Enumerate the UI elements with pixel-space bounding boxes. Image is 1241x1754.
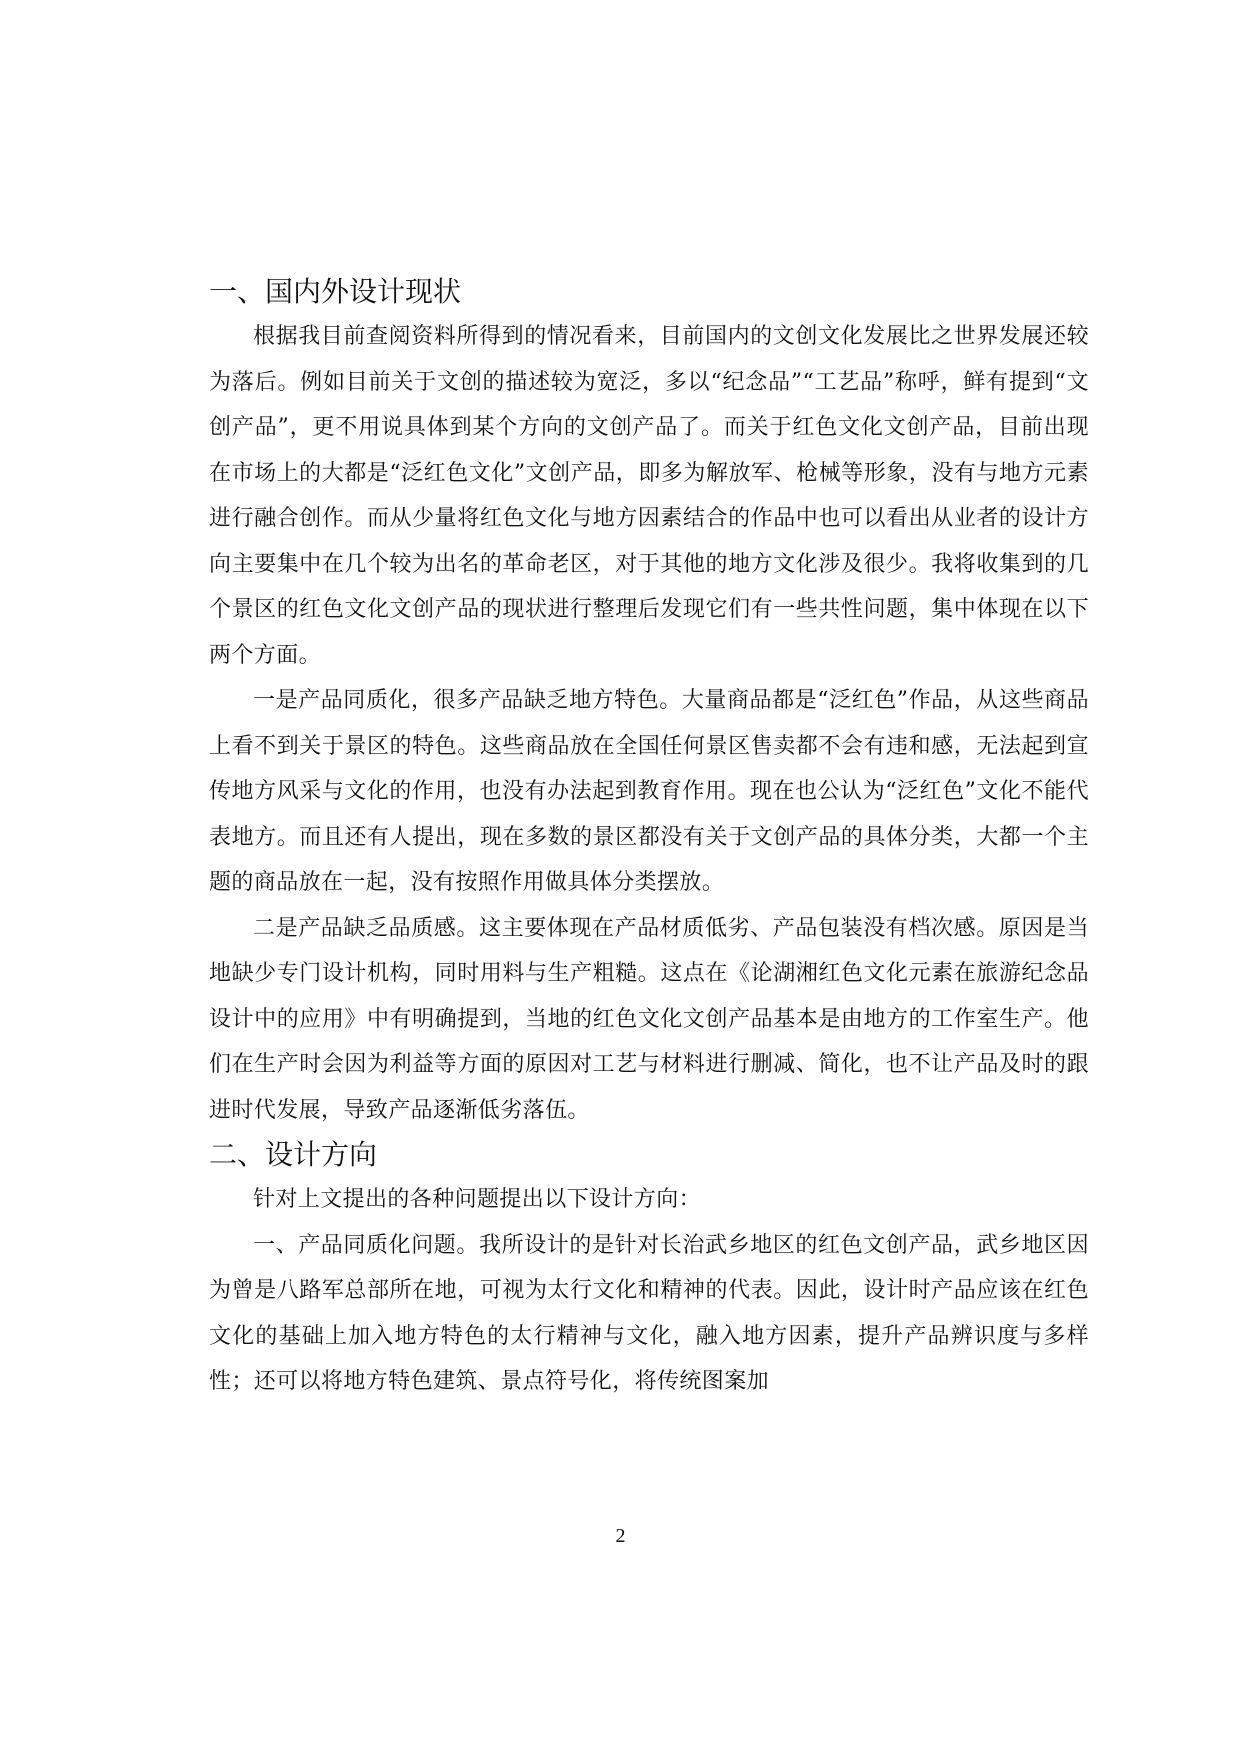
paragraph-quality-issue: 二是产品缺乏品质感。这主要体现在产品材质低劣、产品包装没有档次感。原因是当地缺少专门设计机构，同时用料与生产粗糙。这点在《论湖湘红色文化元素在旅游纪念品设计中的应用》中有明确提到，当地的红色文化文创产品基本是由地方的工作室生产。他们在生产时会因为利益等方面的原因对工艺与材料进行删减、简化，也不让产品及时的跟进时代发展，导致产品逐渐低劣落伍。 [209, 915, 1089, 1123]
section-heading-domestic-status: 一、国内外设计现状 [209, 275, 462, 308]
paragraph-homogenization-solution: 一、产品同质化问题。我所设计的是针对长治武乡地区的红色文创产品，武乡地区因为曾是八路军总部所在地，可视为太行文化和精神的代表。因此，设计时产品应该在红色文化的基础上加入地方特色的太行精神与文化，融入地方因素，提升产品辨识度与多样性；还可以将地方特色建筑、景点符号化，将传统图案加 [209, 1232, 1089, 1394]
section-heading-design-direction: 二、设计方向 [209, 1138, 378, 1171]
page-content [209, 270, 1089, 1405]
page-number: 2 [615, 1525, 626, 1547]
paragraph-homogenization-issue: 一是产品同质化，很多产品缺乏地方特色。大量商品都是“泛红色”作品，从这些商品上看不到关于景区的特色。这些商品放在全国任何景区售卖都不会有违和感，无法起到宣传地方风采与文化的作用，也没有办法起到教育作用。现在也公认为“泛红色”文化不能代表地方。而且还有人提出，现在多数的景区都没有关于文创产品的具体分类，大都一个主题的商品放在一起，没有按照作用做具体分类摆放。 [209, 688, 1089, 895]
paragraph-design-direction-intro: 针对上文提出的各种问题提出以下设计方向： [253, 1187, 702, 1212]
paragraph-research-overview: 根据我目前查阅资料所得到的情况看来，目前国内的文创文化发展比之世界发展还较为落后。例如目前关于文创的描述较为宽泛，多以“纪念品”“工艺品”称呼，鲜有提到“文创产品”，更不用说具体到某个方向的文创产品了。而关于红色文化文创产品，目前出现在市场上的大都是“泛红色文化”文创产品，即多为解放军、枪械等形象，没有与地方元素进行融合创作。而从少量将红色文化与地方因素结合的作品中也可以看出从业者的设计方向主要集中在几个较为出名的革命老区，对于其他的地方文化涉及很少。我将收集到的几个景区的红色文化文创产品的现状进行整理后发现它们有一些共性问题，集中体现在以下两个方面。 [209, 324, 1089, 668]
